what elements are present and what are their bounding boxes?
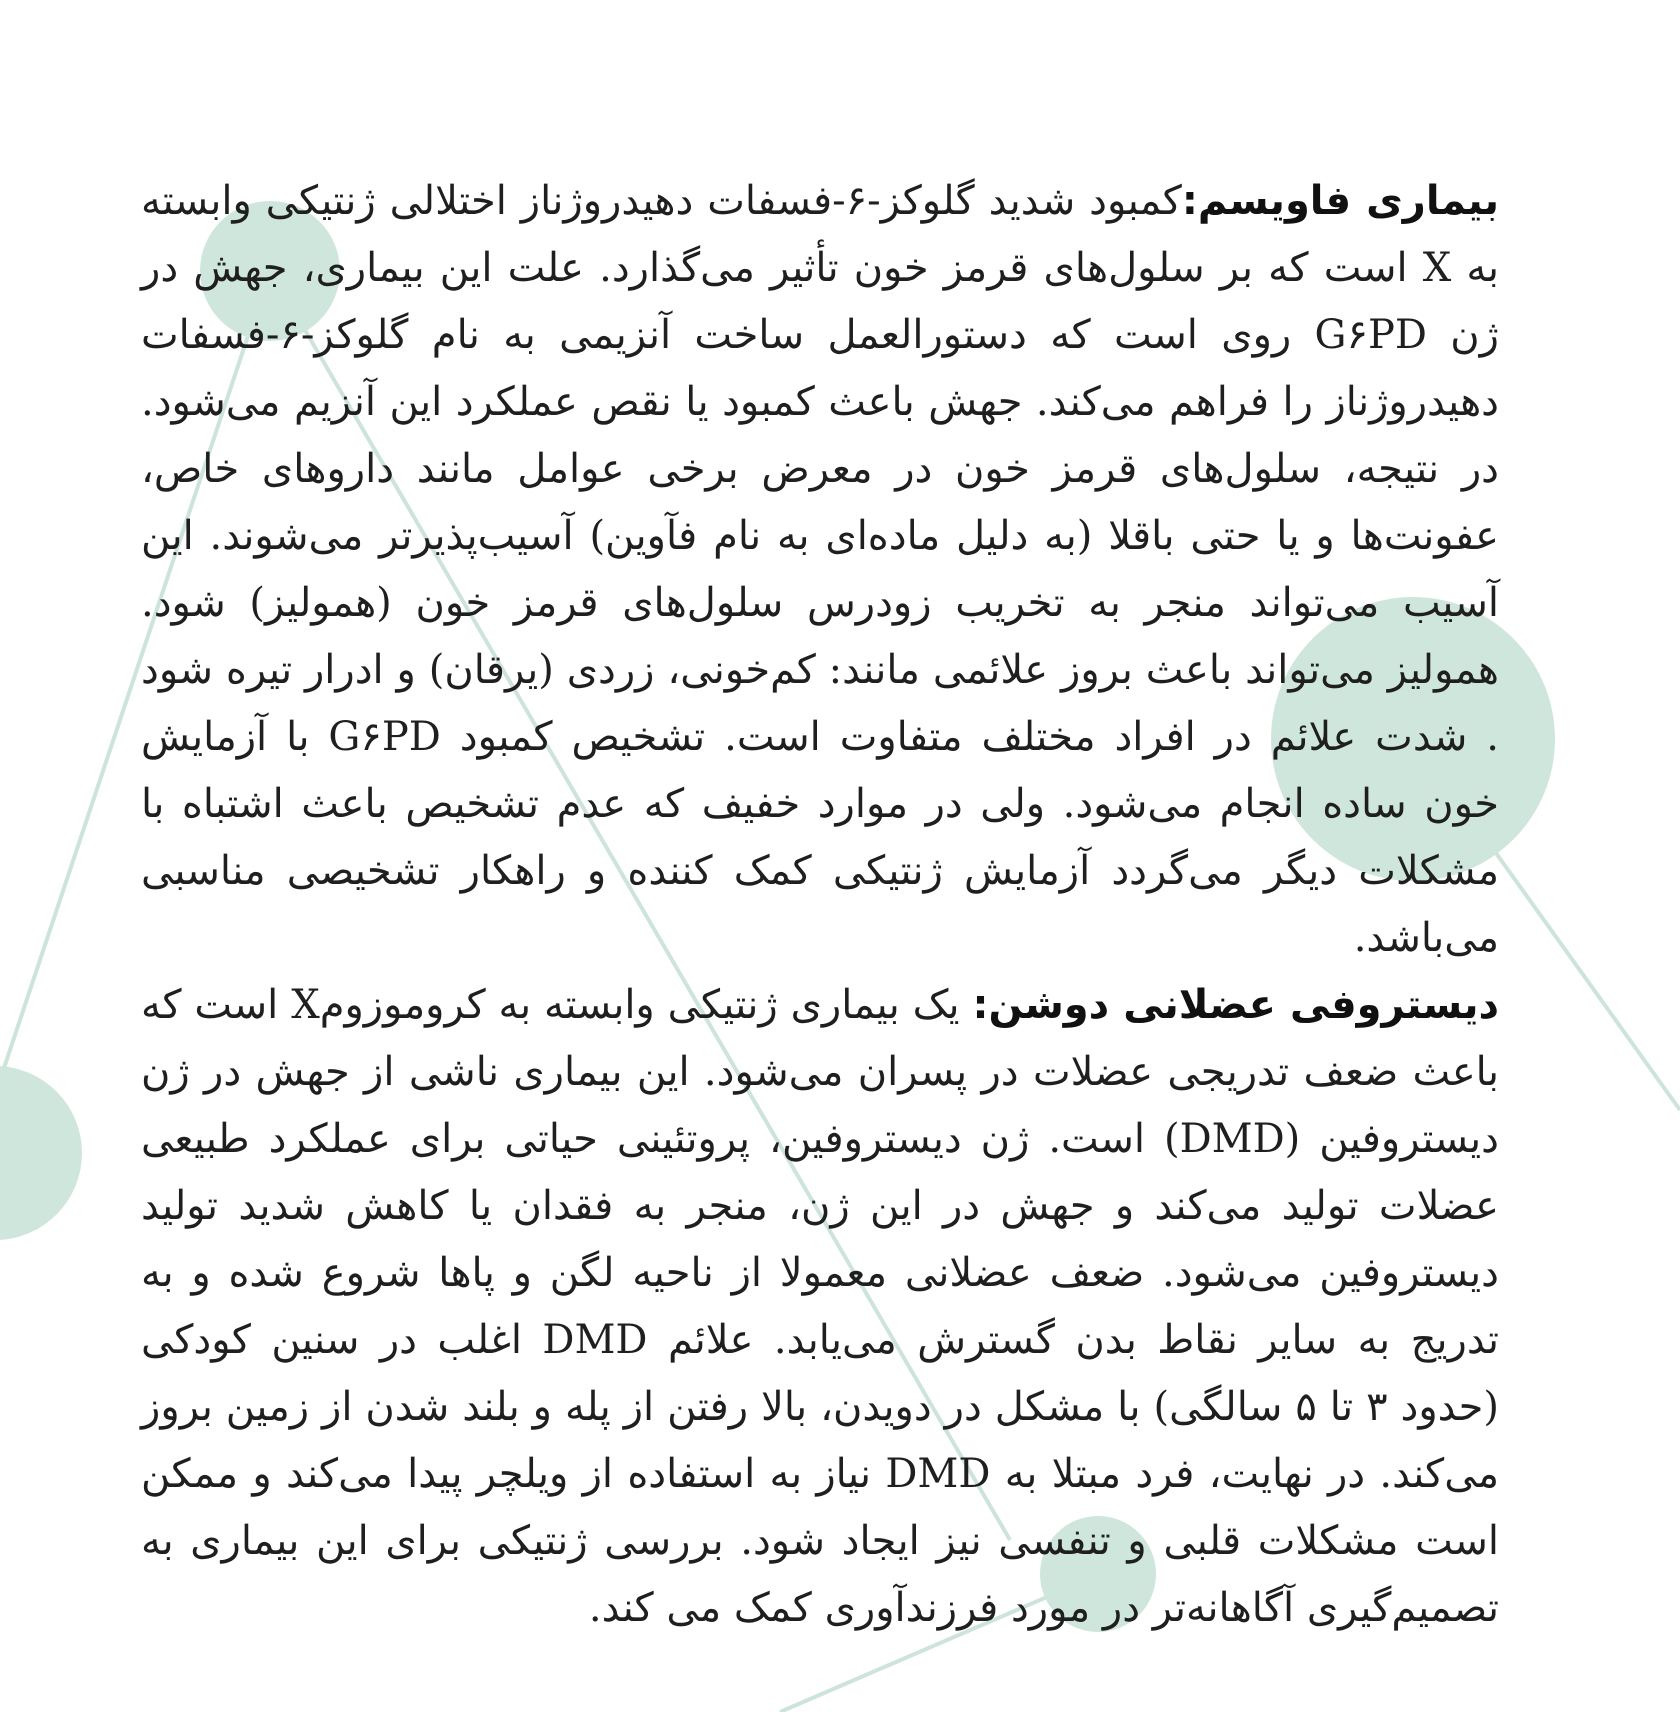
node-circle: [0, 1066, 82, 1240]
term-favism: بیماری فاویسم:: [1181, 178, 1499, 224]
paragraph-duchenne: [141, 972, 1499, 1642]
article-body: [141, 168, 1499, 1642]
paragraph-favism: [141, 168, 1499, 972]
paragraph-favism-text: کمبود شدید گلوکز-۶-فسفات دهیدروژناز اختلالی ژنتیکی وابسته به X است که بر سلول‌های قرمز خون تأثیر می‌گذارد. علت این بیماری، جهش در ژن G۶PD روی است که دستورالعمل ساخت آنزیمی به نام گلوکز-۶-فسفات دهیدروژناز را فراهم می‌کند. جهش باعث کمبود یا نقص عملکرد این آنزیم می‌شود. در نتیجه، سلول‌های قرمز خون در معرض برخی عوامل مانند داروهای خاص، عفونت‌ها و یا حتی باقلا (به دلیل ماده‌ای به نام فآوین) آسیب‌پذیرتر می‌شوند. این آسیب می‌تواند منجر به تخریب زودرس سلول‌های قرمز خون (همولیز) شود. همولیز می‌تواند باعث بروز علائمی مانند: کم‌خونی، زردی (یرقان) و ادرار تیره شود . شدت علائم در افراد مختلف متفاوت است. تشخیص کمبود G۶PD با آزمایش خون ساده انجام می‌شود. ولی در موارد خفیف که عدم تشخیص باعث اشتباه با مشکلات دیگر می‌گردد آزمایش ژنتیکی کمک کننده و راهکار تشخیصی مناسبی می‌باشد.: [141, 178, 1500, 961]
paragraph-duchenne-text: یک بیماری ژنتیکی وابسته به کروموزومX است که باعث ضعف تدریجی عضلات در پسران می‌شود. این بیماری ناشی از جهش در ژن دیستروفین (DMD) است. ژن دیستروفین، پروتئینی حیاتی برای عملکرد طبیعی عضلات تولید می‌کند و جهش در این ژن، منجر به فقدان یا کاهش شدید تولید دیستروفین می‌شود. ضعف عضلانی معمولا از ناحیه لگن و پاها شروع شده و به تدریج به سایر نقاط بدن گسترش می‌یابد. علائم DMD اغلب در سنین کودکی (حدود ۳ تا ۵ سالگی) با مشکل در دویدن، بالا رفتن از پله و بلند شدن از زمین بروز می‌کند. در نهایت، فرد مبتلا به DMD نیاز به استفاده از ویلچر پیدا می‌کند و ممکن است مشکلات قلبی و تنفسی نیز ایجاد شود. بررسی ژنتیکی برای این بیماری به تصمیم‌گیری آگاهانه‌تر در مورد فرزندآوری کمک می کند.: [141, 982, 1499, 1631]
term-duchenne: دیستروفی عضلانی دوشن:: [972, 982, 1499, 1028]
